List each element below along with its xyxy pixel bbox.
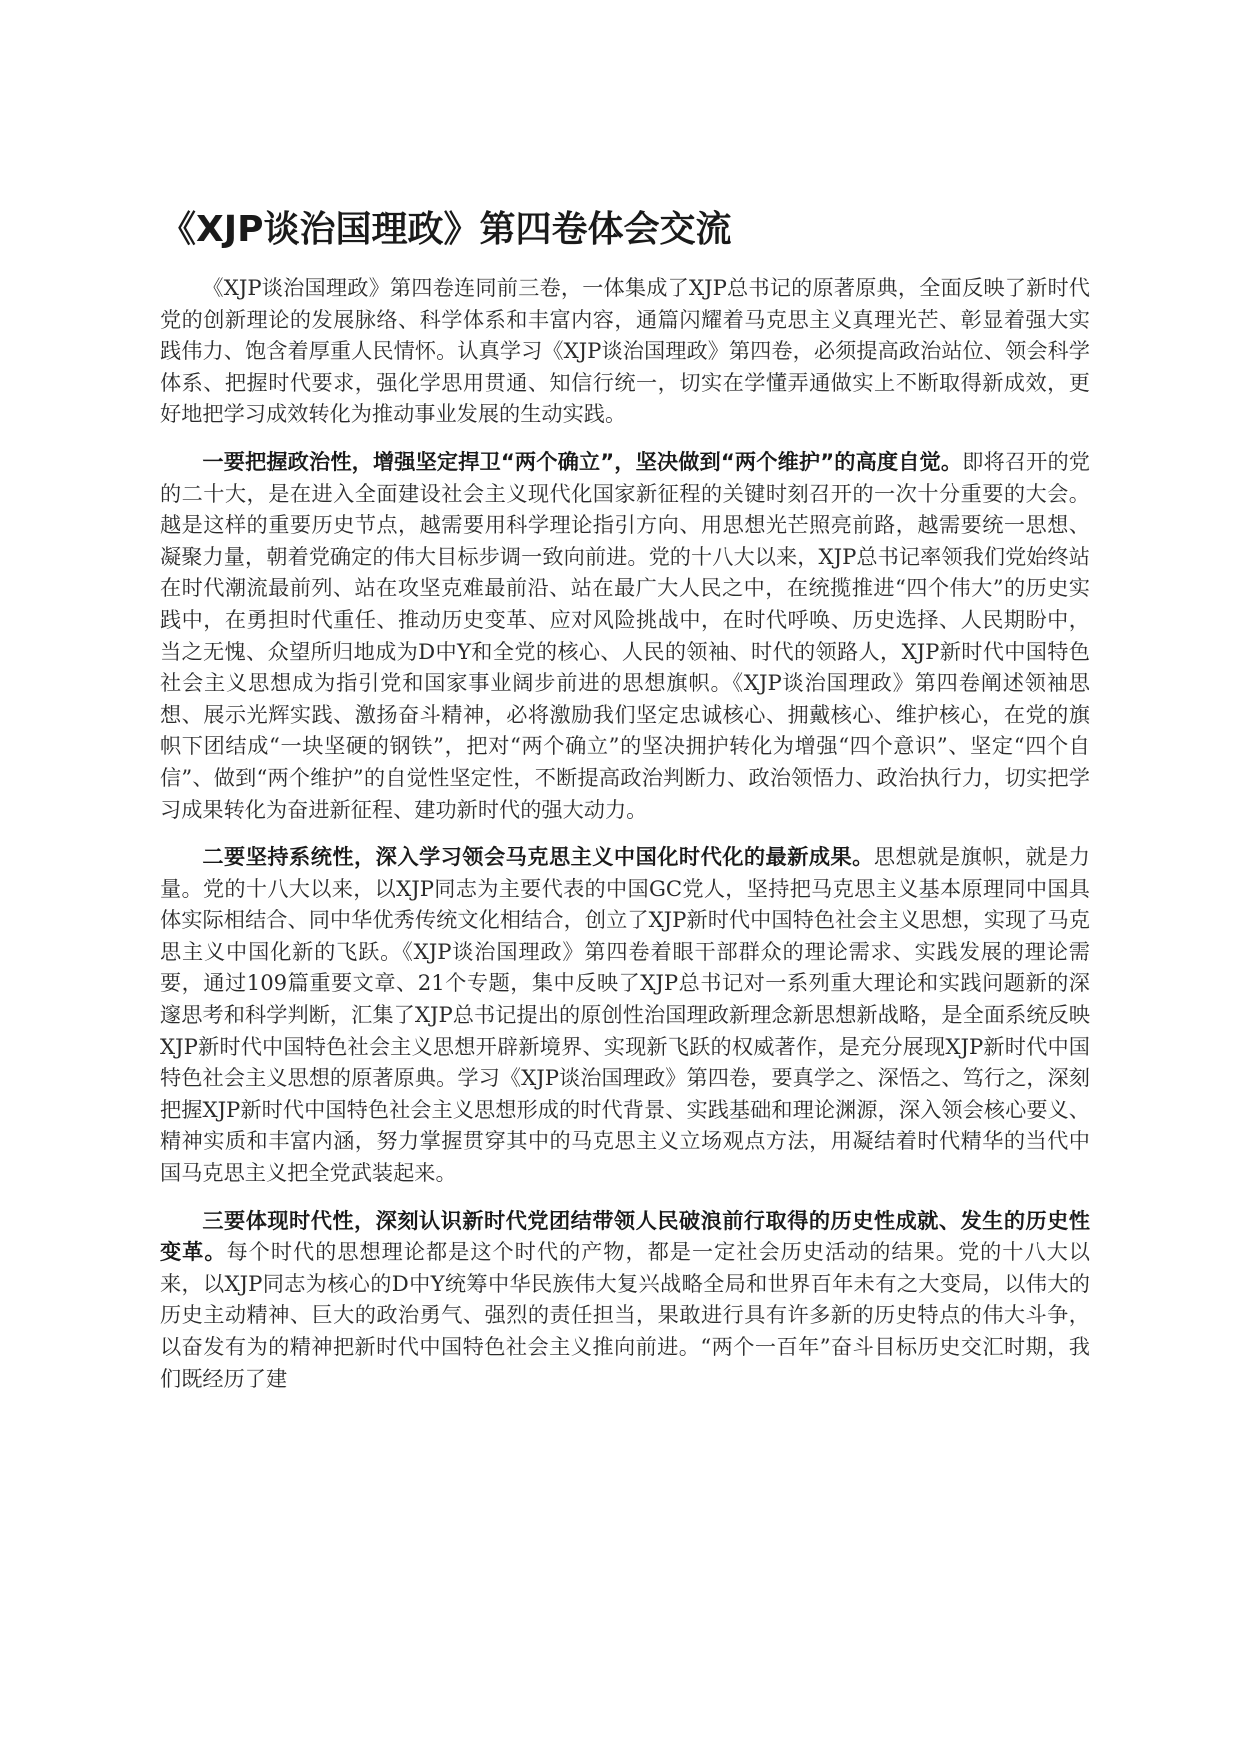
paragraph-point-2	[160, 841, 1090, 1189]
paragraph-point-2-lead: 二要坚持系统性，深入学习领会马克思主义中国化时代化的最新成果。	[202, 844, 874, 870]
paragraph-intro	[160, 272, 1090, 430]
paragraph-point-1	[160, 446, 1090, 825]
paragraph-point-3-lead: 三要体现时代性，深刻认识新时代党团结带领人民破浪前行取得的历史性成就、发生的历史性变革。	[160, 1207, 1090, 1265]
paragraph-point-1-text: 即将召开的党的二十大，是在进入全面建设社会主义现代化国家新征程的关键时刻召开的一次十分重要的大会。越是这样的重要历史节点，越需要用科学理论指引方向、用思想光芒照亮前路，越需要统一思想、凝聚力量，朝着党确定的伟大目标步调一致向前进。党的十八大以来，XJP总书记率领我们党始终站在时代潮流最前列、站在攻坚克难最前沿、站在最广大人民之中，在统揽推进“四个伟大”的历史实践中，在勇担时代重任、推动历史变革、应对风险挑战中，在时代呼唤、历史选择、人民期盼中，当之无愧、众望所归地成为D中Y和全党的核心、人民的领袖、时代的领路人，XJP新时代中国特色社会主义思想成为指引党和国家事业阔步前进的思想旗帜。《XJP谈治国理政》第四卷阐述领袖思想、展示光辉实践、激扬奋斗精神，必将激励我们坚定忠诚核心、拥戴核心、维护核心，在党的旗帜下团结成“一块坚硬的钢铁”，把对“两个确立”的坚决拥护转化为增强“四个意识”、坚定“四个自信”、做到“两个维护”的自觉性坚定性，不断提高政治判断力、政治领悟力、政治执行力，切实把学习成果转化为奋进新征程、建功新时代的强大动力。	[160, 448, 1090, 822]
document-title: 《XJP谈治国理政》第四卷体会交流	[160, 209, 732, 250]
paragraph-intro-text: 《XJP谈治国理政》第四卷连同前三卷，一体集成了XJP总书记的原著原典，全面反映了新时代党的创新理论的发展脉络、科学体系和丰富内容，通篇闪耀着马克思主义真理光芒、彰显着强大实践伟力、饱含着厚重人民情怀。认真学习《XJP谈治国理政》第四卷，必须提高政治站位、领会科学体系、把握时代要求，强化学思用贯通、知信行统一，切实在学懂弄通做实上不断取得新成效，更好地把学习成效转化为推动事业发展的生动实践。	[160, 275, 1090, 427]
paragraph-point-1-lead: 一要把握政治性，增强坚定捍卫“两个确立”，坚决做到“两个维护”的高度自觉。	[202, 448, 963, 474]
paragraph-point-3	[160, 1205, 1090, 1395]
document-body	[160, 272, 1090, 1410]
paragraph-point-2-text: 思想就是旗帜，就是力量。党的十八大以来，以XJP同志为主要代表的中国GC党人，坚持把马克思主义基本原理同中国具体实际相结合、同中华优秀传统文化相结合，创立了XJP新时代中国特色社会主义思想，实现了马克思主义中国化新的飞跃。《XJP谈治国理政》第四卷着眼干部群众的理论需求、实践发展的理论需要，通过109篇重要文章、21个专题，集中反映了XJP总书记对一系列重大理论和实践问题新的深邃思考和科学判断，汇集了XJP总书记提出的原创性治国理政新理念新思想新战略，是全面系统反映XJP新时代中国特色社会主义思想开辟新境界、实现新飞跃的权威著作，是充分展现XJP新时代中国特色社会主义思想的原著原典。学习《XJP谈治国理政》第四卷，要真学之、深悟之、笃行之，深刻把握XJP新时代中国特色社会主义思想形成的时代背景、实践基础和理论渊源，深入领会核心要义、精神实质和丰富内涵，努力掌握贯穿其中的马克思主义立场观点方法，用凝结着时代精华的当代中国马克思主义把全党武装起来。	[160, 844, 1090, 1186]
paragraph-point-3-text: 每个时代的思想理论都是这个时代的产物，都是一定社会历史活动的结果。党的十八大以来，以XJP同志为核心的D中Y统筹中华民族伟大复兴战略全局和世界百年未有之大变局，以伟大的历史主动精神、巨大的政治勇气、强烈的责任担当，果敢进行具有许多新的历史特点的伟大斗争，以奋发有为的精神把新时代中国特色社会主义推向前进。“两个一百年”奋斗目标历史交汇时期，我们既经历了建	[160, 1239, 1090, 1391]
